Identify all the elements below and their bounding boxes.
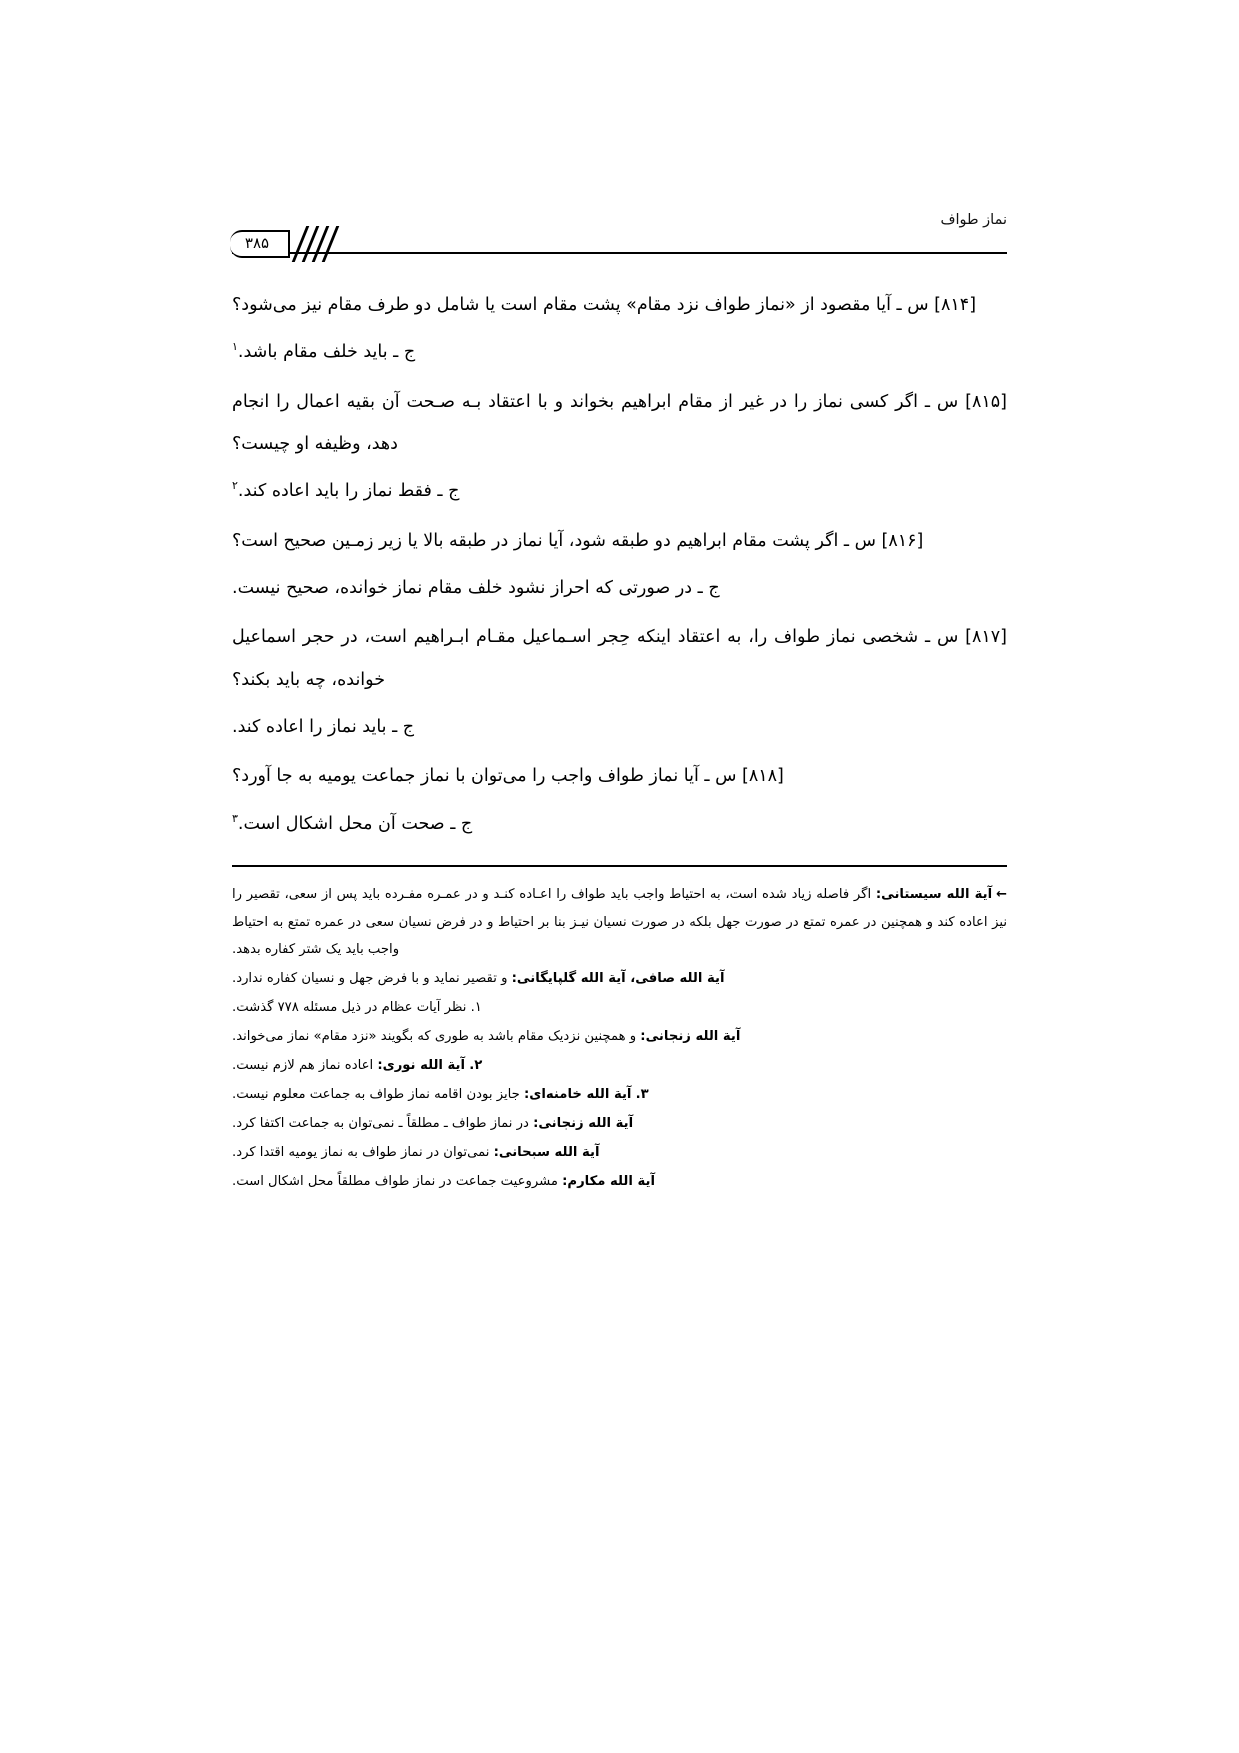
answer-814 — [232, 331, 1007, 373]
answer-818 — [232, 803, 1007, 845]
page-content — [232, 212, 1007, 1197]
footnote-marker: ۲. — [469, 1058, 483, 1074]
footnote-text: و تقصیر نماید و با فرض جهل و نسیان کفاره ندارد. — [232, 970, 508, 986]
footnote-ref-1: ۱ — [232, 340, 238, 354]
question-816-text: [۸۱۶] س ـ اگر پشت مقام ابراهیم دو طبقه شود، آیا نماز در طبقه بالا یا زیر زمـین صحیح است؟ — [232, 530, 924, 551]
header-rule — [232, 252, 1007, 254]
question-814 — [232, 284, 1007, 326]
footnote-text: مشروعیت جماعت در نماز طواف مطلقاً محل اشکال است. — [232, 1174, 558, 1190]
answer-817 — [232, 706, 1007, 748]
qa-list — [232, 284, 1007, 845]
footnote-separator — [232, 865, 1007, 867]
question-817 — [232, 616, 1007, 701]
footnote-1-zanjani — [232, 1023, 1007, 1050]
footnote-ref-2: ۲ — [232, 479, 238, 493]
answer-815-text: ج ـ فقط نماز را باید اعاده کند. — [237, 481, 460, 502]
footnote-3-zanjani — [232, 1110, 1007, 1137]
decorative-slashes-icon — [290, 228, 336, 260]
footnote-3-khamenei — [232, 1081, 1007, 1108]
footnote-ref-3: ۳ — [232, 811, 238, 825]
question-814-text: [۸۱۴] س ـ آیا مقصود از «نماز طواف نزد مقام» پشت مقام است یا شامل دو طرف مقام نیز می‌شود؟ — [232, 295, 977, 315]
question-817-text: [۸۱۷] س ـ شخصی نماز طواف را، به اعتقاد اینکه حِجر اسـماعیل مقـام ابـراهیم است، در حجر اسماعیل خوانده، چه باید بکند؟ — [232, 627, 1007, 690]
footnote-authority: آیة الله خامنه‌ای: — [524, 1087, 632, 1103]
footnote-marker: ۳. — [635, 1087, 649, 1103]
footnote-authority: آیة الله نوری: — [377, 1058, 466, 1074]
footnote-authority: آیة الله زنجانی: — [533, 1116, 634, 1132]
footnote-1-text: ۱. نظر آیات عظام در ذیل مسئله ۷۷۸ گذشت. — [232, 999, 482, 1015]
footnote-2-nouri — [232, 1052, 1007, 1079]
footnote-3-sobhani — [232, 1139, 1007, 1166]
page-number-box — [230, 230, 290, 258]
footnote-3-makarem — [232, 1168, 1007, 1195]
question-815-text: [۸۱۵] س ـ اگر کسی نماز را در غیر از مقام ابراهیم بخواند و با اعتقاد بـه صـحت آن بقیه اعمال را انجام دهد، وظیفه او چیست؟ — [232, 391, 1007, 455]
footnote-list — [232, 881, 1007, 1195]
question-818-text: [۸۱۸] س ـ آیا نماز طواف واجب را می‌توان با نماز جماعت یومیه به جا آورد؟ — [232, 766, 784, 787]
footnote-authority: آیة الله سیستانی: — [875, 887, 993, 903]
answer-815 — [232, 470, 1007, 512]
answer-816-text: ج ـ در صورتی که احراز نشود خلف مقام نماز خوانده، صحیح نیست. — [232, 578, 720, 599]
answer-816 — [232, 567, 1007, 609]
answer-818-text: ج ـ صحت آن محل اشکال است. — [237, 813, 473, 834]
footnote-text: اعاده نماز هم لازم نیست. — [232, 1058, 374, 1074]
footnote-text: جایز بودن اقامه نماز طواف به جماعت معلوم نیست. — [232, 1087, 520, 1103]
continuation-arrow-icon: ← — [996, 887, 1007, 903]
answer-814-text: ج ـ باید خلف مقام باشد. — [237, 342, 416, 363]
footnote-authority: آیة الله زنجانی: — [640, 1029, 741, 1045]
running-header — [232, 212, 1007, 258]
footnote-authority: آیة الله سبحانی: — [493, 1145, 600, 1161]
footnote-1 — [232, 994, 1007, 1021]
question-815 — [232, 381, 1007, 466]
footnote-text: اگر فاصله زیاد شده است، به احتیاط واجب باید طواف را اعـاده کنـد و در عمـره مفـرده باید پس از سعی، تقصیر را نیز اعاده کند و همچنین در عمره تمتع در صورت جهل بلکه در صورت نسیان نیـز بنا بر احتیاط و در فرض نسیان سعی در عمره تمتع به احتیاط واجب باید یک شتر کفاره بدهد. — [232, 887, 1007, 957]
header-title: نماز طواف — [940, 212, 1007, 228]
question-818 — [232, 755, 1007, 797]
footnote-authority: آیة الله مکارم: — [562, 1174, 655, 1190]
footnote-text: و همچنین نزدیک مقام باشد به طوری که بگویند «نزد مقام» نماز می‌خواند. — [232, 1029, 637, 1045]
question-816 — [232, 520, 1007, 562]
folio-block — [230, 227, 334, 261]
page-number: ۳۸۵ — [244, 233, 270, 252]
footnote-safi-golpayegani — [232, 965, 1007, 992]
answer-817-text: ج ـ باید نماز را اعاده کند. — [232, 717, 415, 738]
footnote-text: در نماز طواف ـ مطلقاً ـ نمی‌توان به جماعت اکتفا کرد. — [232, 1116, 529, 1132]
footnote-authority: آیة الله صافی، آیة الله گلپایگانی: — [511, 970, 725, 986]
footnote-text: نمی‌توان در نماز طواف به نماز یومیه اقتدا کرد. — [232, 1145, 490, 1161]
footnote-continuation-sistani — [232, 881, 1007, 963]
